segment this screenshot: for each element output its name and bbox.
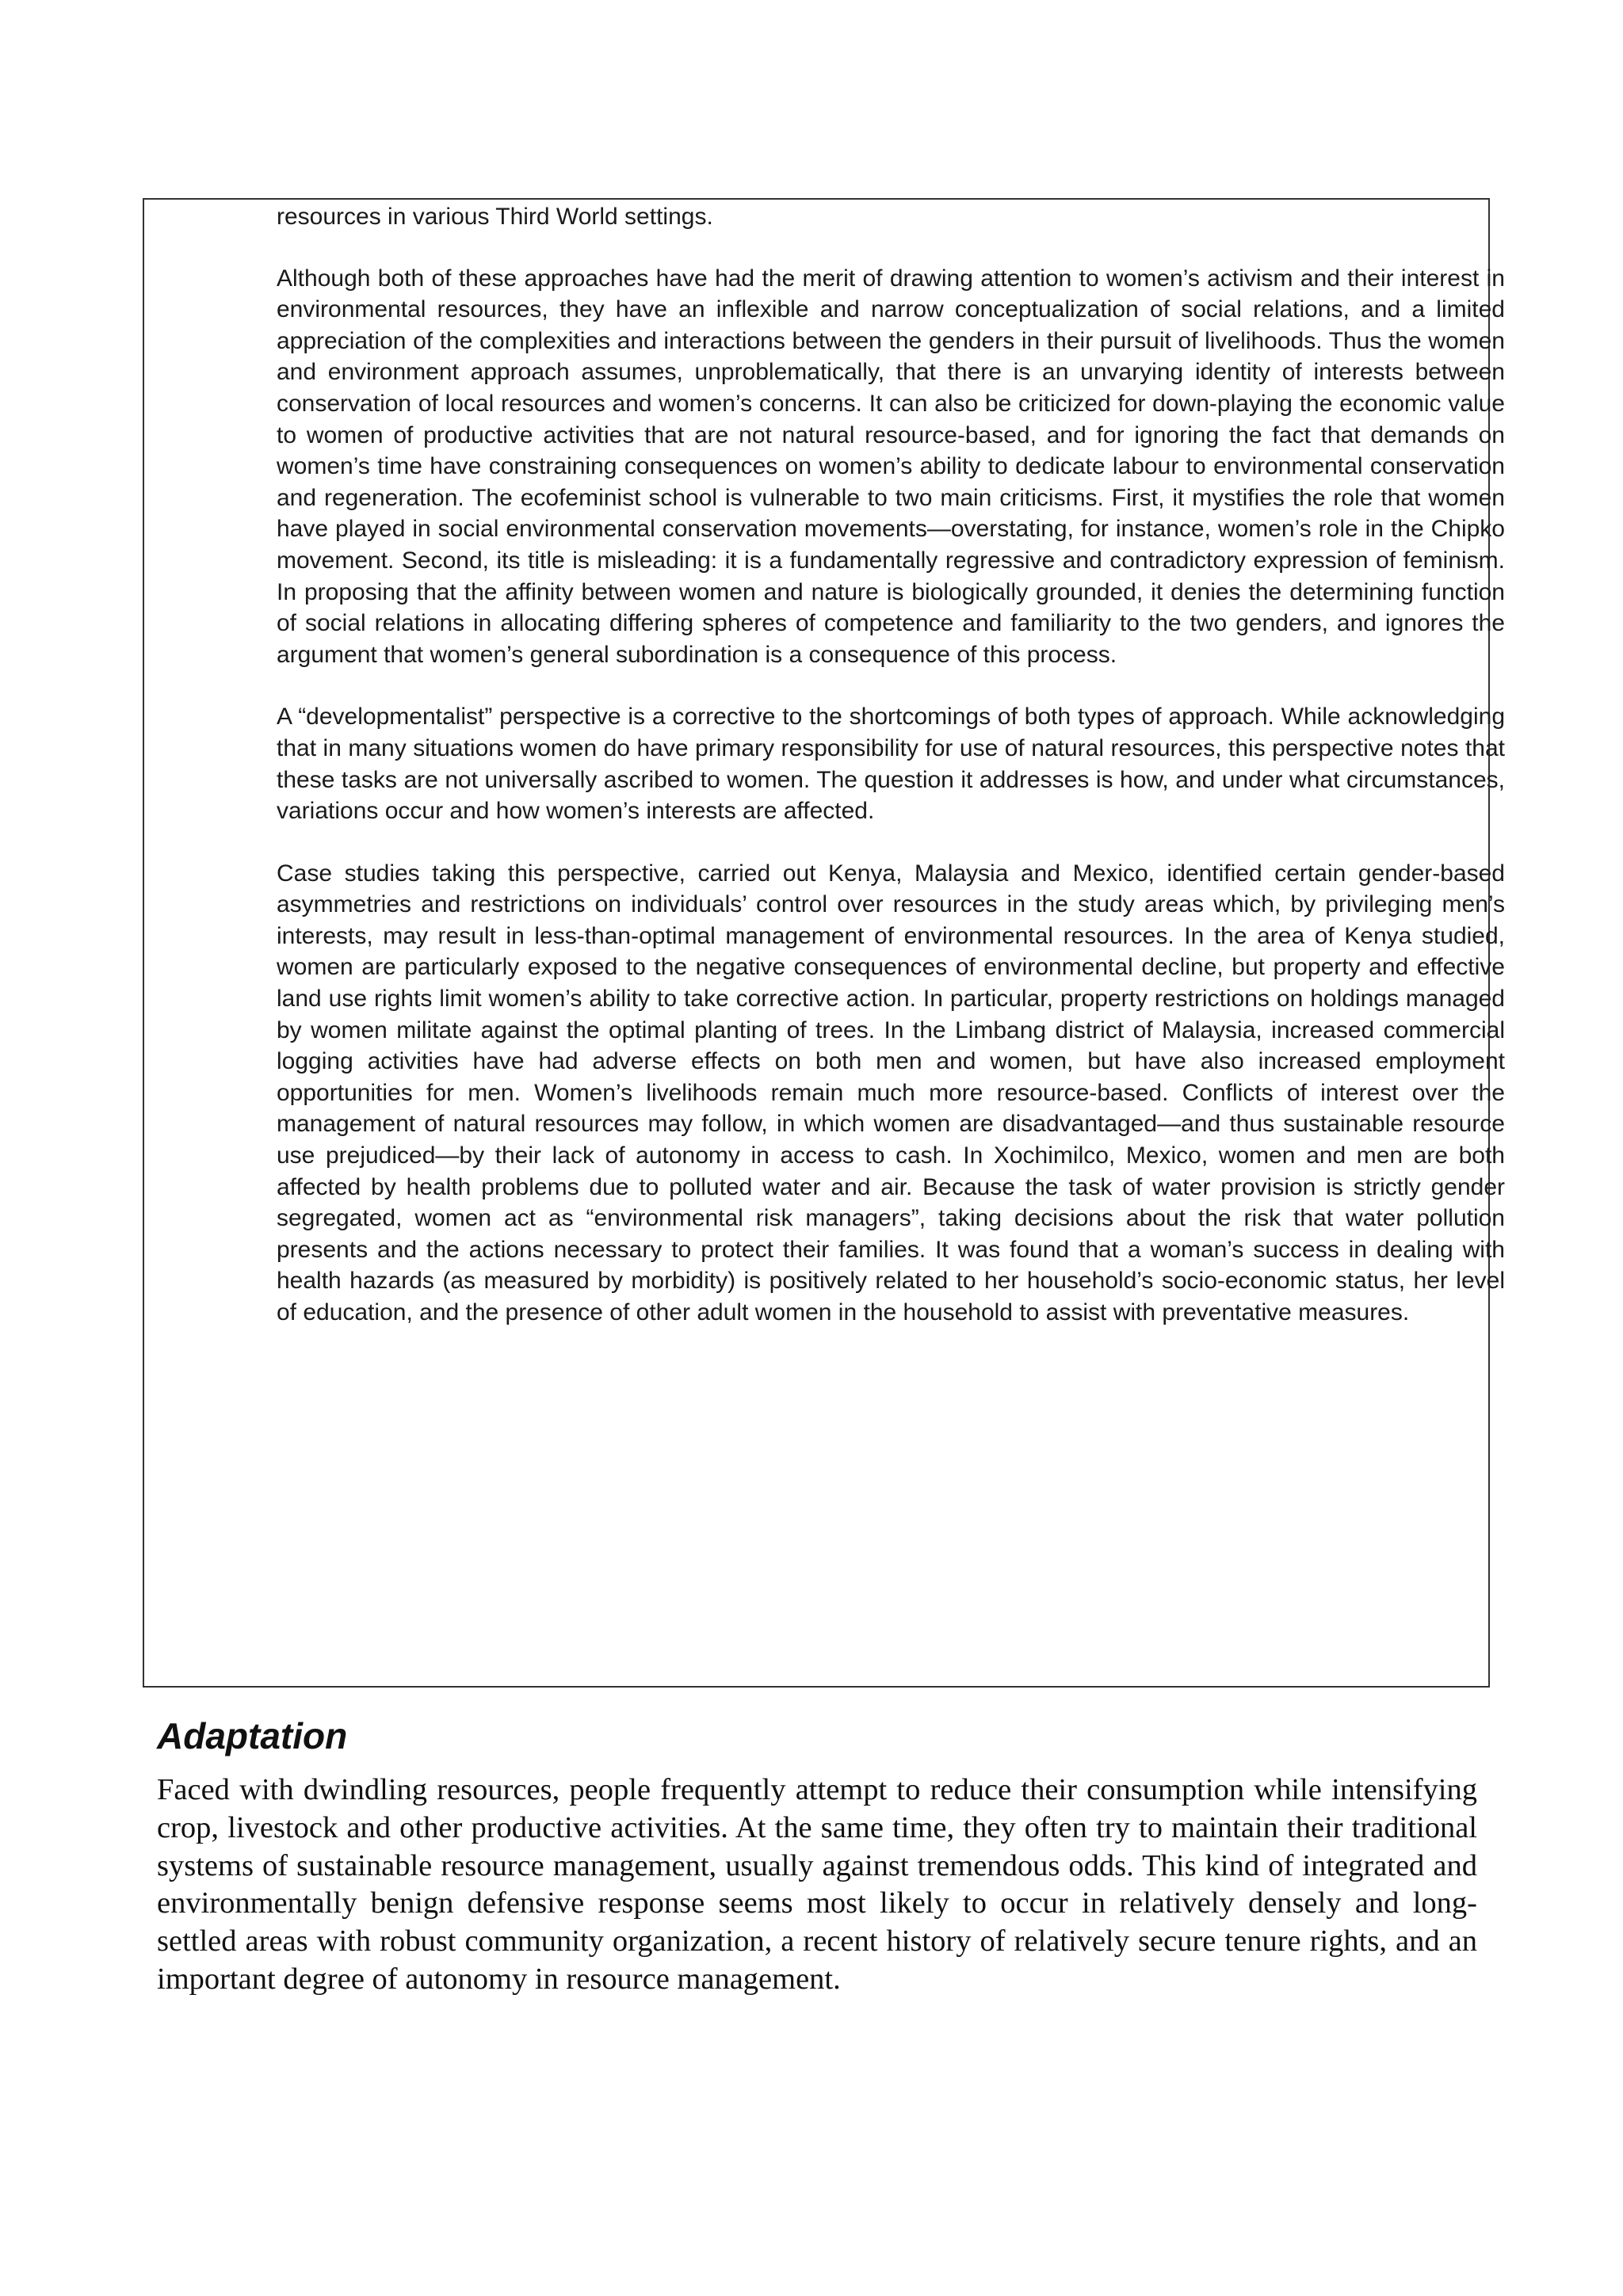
text-box-content <box>277 200 1505 1360</box>
text-box <box>143 198 1505 1688</box>
box-paragraph-critique: Although both of these approaches have had the merit of drawing attention to women’s activism and their interest in environmental resources, they have an inflexible and narrow conceptualization of social relations, and a limited appreciation of the complexities and interactions between the genders in their pursuit of livelihoods. Thus the women and environment approach assumes, unproblematically, that there is an unvarying identity of interests between conservation of local resources and women’s concerns. It can also be criticized for down-playing the economic value to women of productive activities that are not natural resource-based, and for ignoring the fact that demands on women’s time have constraining consequences on women’s ability to dedicate labour to environmental conservation and regeneration. The ecofeminist school is vulnerable to two main criticisms. First, it mystifies the role that women have played in social environmental conservation movements—overstating, for instance, women’s role in the Chipko movement. Second, its title is misleading: it is a fundamentally regressive and contradictory expression of feminism. In proposing that the affinity between women and nature is biologically grounded, it denies the determining function of social relations in allocating differing spheres of competence and familiarity to the two genders, and ignores the argument that women’s general subordination is a consequence of this process. <box>277 265 1505 668</box>
box-paragraph-case-studies: Case studies taking this perspective, carried out Kenya, Malaysia and Mexico, identified certain gender-based asymmetries and restrictions on individuals’ control over resources in the study areas which, by privileging men’s interests, may result in less-than-optimal management of environmental resources. In the area of Kenya studied, women are particularly exposed to the negative consequences of environmental decline, but property and effective land use rights limit women’s ability to take corrective action. In particular, property restrictions on holdings managed by women militate against the optimal planting of trees. In the Limbang district of Malaysia, increased commercial logging activities have had adverse effects on both men and women, but have also increased employment opportunities for men. Women’s livelihoods remain much more resource-based. Conflicts of interest over the management of natural resources may follow, in which women are disadvantaged—and thus sustainable resource use prejudiced—by their lack of autonomy in access to cash. In Xochimilco, Mexico, women and men are both affected by health problems due to polluted water and air. Because the task of water provision is strictly gender segregated, women act as “environmental risk managers”, taking decisions about the risk that water pollution presents and the actions necessary to protect their families. It was found that a woman’s success in dealing with health hazards (as measured by morbidity) is positively related to her household’s socio-economic status, her level of education, and the presence of other adult women in the household to assist with preventative measures. <box>277 860 1505 1325</box>
box-paragraph-continuation: resources in various Third World settings. <box>277 204 713 230</box>
section-heading: Adaptation <box>157 1715 348 1756</box>
section-body-paragraph: Faced with dwindling resources, people frequently attempt to reduce their consumption while intensifying crop, livestock and other productive activities. At the same time, they often try to maintain their traditional systems of sustainable resource management, usually against tremendous odds. This kind of integrated and environmentally benign defensive response seems most likely to occur in relatively densely and long-settled areas with robust community organization, a recent history of relatively secure tenure rights, and an important degree of autonomy in resource management. <box>157 1773 1477 1996</box>
box-paragraph-developmentalist: A “developmentalist” perspective is a corrective to the shortcomings of both types of approach. While acknowledging that in many situations women do have primary responsibility for use of natural resources, this perspective notes that these tasks are not universally ascribed to women. The question it addresses is how, and under what circumstances, variations occur and how women’s interests are affected. <box>277 704 1505 825</box>
